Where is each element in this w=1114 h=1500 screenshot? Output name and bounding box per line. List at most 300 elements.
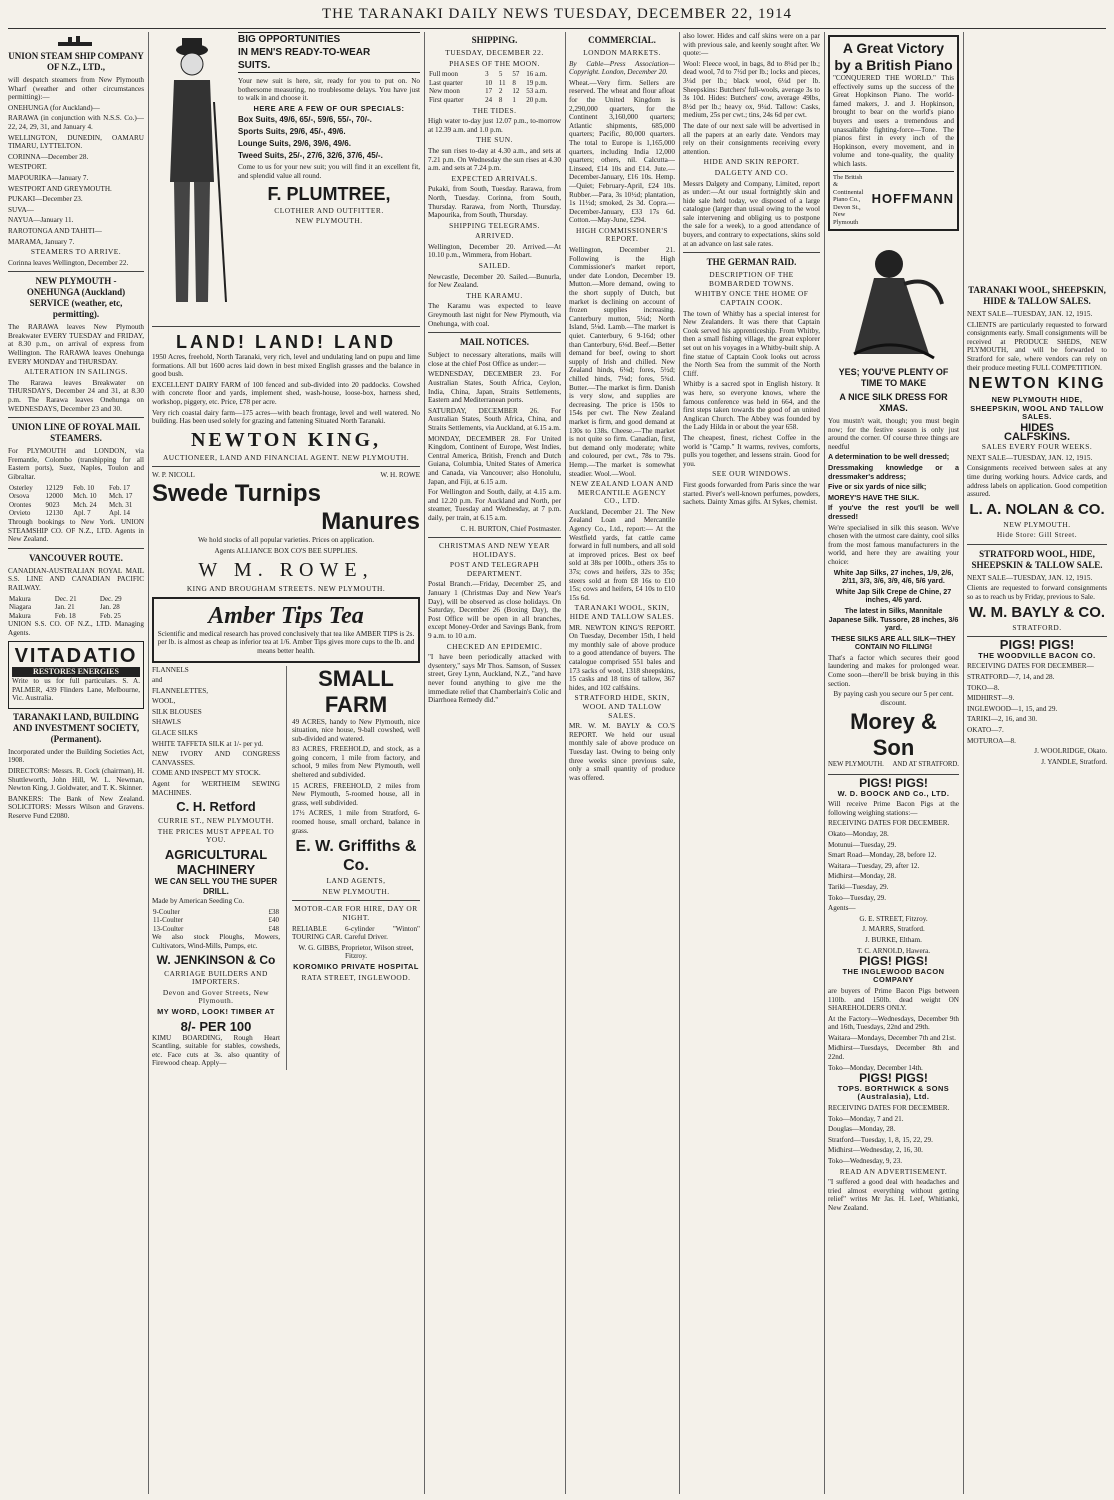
silk-line: If you've the rest you'll be well dressed! (828, 503, 959, 521)
table-cell: Niagara (9, 603, 32, 612)
boock-name: W. D. BOOCK AND Co., LTD. (837, 788, 950, 798)
shipping-date: TUESDAY, DECEMBER 22. (445, 48, 544, 57)
timber-price: 8/- PER 100 (180, 1018, 252, 1034)
ag-stock: We also stock Ploughs, Mowers, Cultivators, Wind-Mills, Pumps, etc. (152, 933, 280, 950)
table-cell: £38 (268, 907, 279, 916)
postdept-body: Postal Branch.—Friday, December 25, and January 1 (Christmas Day and New Year's Day), will be observed as close holidays. On Saturday, December 26 (Boxing Day), the Post Office will be open in all branches, except Money-Order and Savings Bank, from 9 a.m. to 10 a.m. (428, 580, 561, 641)
masthead-title: THE TARANAKI DAILY NEWS TUESDAY, DECEMBER 22, 1914 (322, 6, 792, 22)
vancouver-table (8, 595, 144, 621)
table-cell: 9023 (45, 500, 60, 509)
commissioner-body: Wellington, December 21. Following is the High Commissioner's market report, under date London, December 19. Mutton.—More demand, owing to the short supply of Dutch, but market is declining on account of frozen supplies increasing. Canterbury mutton, 5¼d; North Island, 5⅛d. Lamb.—The market is quiet. Canterbury, 6 9-16d; other than Canterbury, 6⅛d. Beef.—Better demand for beef, owing to short supply of Irish and chilled. New Zealand hinds, 6⅛d; fores, 5½d; chilled hinds, 7⅛d; fores, 5¾d. Butter.—The market is firm. Danish is very slow, and supplies are decreasing. The price is 150s to 154s per cwt. The New Zealand market is firm, and good demand at 130s to 138s. Cheese.—The market is not quite so firm. Canadian, first, but demand only moderate; white and coloured, per cwt., 78s to 79s. Hemp.—The market is somewhat steadier. Wool.—Wool. (569, 246, 675, 478)
table-cell: £48 (268, 924, 279, 933)
column-produce-sales (967, 32, 1107, 1494)
arrived-heading: ARRIVED. (475, 231, 514, 241)
inglewood-date: Midhirst—Tuesdays, December 8th and 22nd. (828, 1044, 959, 1062)
table-row (8, 492, 144, 501)
agricultural-heading: AGRICULTURAL MACHINERY (164, 847, 268, 877)
retford-agent: Agent for WERTHEIM SEWING MACHINES. (152, 780, 280, 797)
silk-body: You mustn't wait, though; you must begin now; for the festive season is only just around the corner. Of course three things are needful (828, 417, 959, 451)
boock-date: Midhirst—Monday, 28. (828, 872, 897, 881)
royal-mail-heading: UNION LINE OF ROYAL MAIL STEAMERS. (11, 422, 141, 444)
german-raid-heading: THE GERMAN RAID. (706, 257, 797, 268)
super-drill-maker: Made by American Seeding Co. (152, 897, 245, 905)
epidemic-body: "I have been periodically attacked with dysentery," says Mr Thos. Samson, of Sussex street, Grey Lynn, Auckland, N.Z., "and have never found anything to give me the immediate relief that Chamberlain's Colic and Diarrhoea Remedy did." (428, 653, 561, 705)
mail-item: For Wellington and South, daily, at 4.15 a.m. and 12.20 p.m. For Auckland and North, per steamer, Tuesday and Wednesday, at 7 p.m. daily, per train, at 6.15 a.m. (428, 488, 561, 522)
divider (967, 544, 1107, 545)
union-line: SUVA— (8, 205, 34, 214)
commercial-heading: COMMERCIAL. (588, 35, 656, 45)
timber-heading: MY WORD, LOOK! TIMBER AT (157, 1006, 275, 1016)
table-cell: 13-Coulter (153, 924, 184, 933)
pigs-heading: PIGS! PIGS! (859, 776, 928, 791)
advertisement-heading: READ AN ADVERTISEMENT. (839, 1166, 948, 1176)
piano-ad (828, 35, 959, 231)
loan-body: Auckland, December 21. The New Zealand Loan and Mercantile Agency Co., Ltd., report:— At the Westfield yards, fat cattle came forward in full numbers, and all sold at improved prices. Best ox beef sold at 38s per 100lb., others 35s to 37s; cows and heifers, 32s to 35s; steers sold at from £8 16s to £10 15s; cows and heifers, £4 10s to £10 15s 6d. (569, 507, 675, 602)
table-cell: New moon (429, 87, 460, 96)
plumtree-item: Box Suits, 49/6, 65/-, 59/6, 55/-, 70/-. (238, 115, 372, 125)
woodville-date: INGLEWOOD—1, 15, and 29. (967, 704, 1058, 713)
union-line: Corinna leaves Wellington, December 22. (8, 258, 129, 267)
union-line: RAROTONGA AND TAHITI— (8, 226, 102, 235)
borthwick-date: Midhirst—Wednesday, 2, 16, 30. (828, 1146, 923, 1155)
jenkinson-trade: CARRIAGE BUILDERS AND IMPORTERS. (164, 968, 268, 987)
advertisement-body: "I suffered a good deal with headaches and tried almost everything without getting relief" writes Mr Jas. H. Leef, Whitianki, New Zealand. (828, 1178, 959, 1212)
flannels-item: WOOL, (152, 697, 176, 706)
commissioner-heading: HIGH COMMISSIONER'S REPORT. (576, 225, 668, 244)
plumtree-name: F. PLUMTREE, (267, 183, 391, 204)
retford-address: CURRIE ST., NEW PLYMOUTH. (158, 816, 274, 826)
table-row (152, 925, 280, 934)
retford-name: C. H. Retford (176, 799, 256, 815)
silk-price: The latest in Silks, Mannitale Japanese Silk. Tussore, 28 inches, 3/6 yard. (828, 605, 959, 633)
borthwick-date: Douglas—Monday, 28. (828, 1125, 896, 1134)
small-farm-heading: SMALL FARM (318, 665, 394, 717)
swede-ad-right: W. H. ROWE (380, 471, 420, 480)
union-line: CORINNA—December 28. (8, 152, 89, 161)
morey-locations (828, 761, 959, 770)
taranaki-wool-heading: TARANAKI WOOL, SKIN, HIDE AND TALLOW SALES. (569, 603, 675, 621)
lady-illustration (834, 234, 954, 364)
steamship-icon (56, 34, 96, 48)
flannels-item: SHAWLS (152, 718, 181, 727)
king-next-sale: NEXT SALE—TUESDAY, JAN. 12, 1915. (967, 453, 1093, 462)
plumtree-specials: HERE ARE A FEW OF OUR SPECIALS: (253, 103, 405, 113)
plumtree-headline (238, 32, 420, 73)
column-rule (963, 32, 964, 1494)
hospital-name: KOROMIKO PRIVATE HOSPITAL (293, 961, 419, 971)
silk-headline: A NICE SILK DRESS FOR XMAS. (839, 392, 948, 414)
windows-body: First goods forwarded from Paris since the war started. Piver's well-known perfumes, powders, sachets. Dainty Xmas gifts. At Sykes, chemist. (683, 480, 820, 507)
london-body: Wheat.—Very firm. Sellers are reserved. The wheat and flour afloat for the United Kingdom is 2,290,000 quarters, for the Continent 3,160,000 quarters; Atlantic shipments, 685,000 quarters; Pacific, 80,000 quarters. The total to Europe is 1,165,000 quarters, including India 12,000 quarters; others, nil. Calcutta—Linseed, £14 10s and £14. Jute.—December-January, £16 10s. Hemp.—Quiet; February-April, £24 10s. Rubber.—Para, 3s 10½d; plantation, 1s 11½d; smoked, 2s 3d. Copra.—December-January, £33 17s 6d. Cotton.—May-June, £294. (569, 78, 675, 225)
column-display-ads (152, 32, 420, 1494)
divider (292, 900, 420, 901)
table-cell: 10 (485, 78, 493, 87)
table-cell: Orsova (9, 492, 30, 501)
flannels-item: SILK BLOUSES (152, 707, 202, 716)
sun-body: The sun rises to-day at 4.30 a.m., and sets at 7.21 p.m. On Wednesday the sun rises at 4.30 a.m. and sets at 7.24 p.m. (428, 146, 561, 173)
boock-date: Smart Road—Monday, 28, before 12. (828, 851, 937, 860)
inglewood-date: Toko—Monday, December 14th. (828, 1063, 923, 1072)
union-line: RARAWA (in conjunction with N.S.S. Co.)—22, 24, 29, 31, and January 4. (8, 114, 144, 131)
jenkinson-address: Devon and Gover Streets, New Plymouth. (162, 987, 270, 1006)
bayly-town: STRATFORD. (1012, 622, 1062, 632)
table-cell: 12 (512, 87, 520, 96)
hides-next-sale: The date of our next sale will be advertised in all the papers at an early date. Vendors may rely on their consignments receiving every attention. (683, 121, 820, 156)
table-row (152, 908, 280, 917)
table-cell: Last quarter (429, 78, 463, 87)
table-cell: 20 p.m. (526, 95, 548, 104)
woodville-pigs-heading: PIGS! PIGS! (999, 637, 1075, 653)
stratford-sale-body: Clients are requested to forward consignments so as to reach us by Friday, previous to Sale. (967, 584, 1107, 602)
plumtree-item: Lounge Suits, 29/6, 39/6, 49/6. (238, 139, 351, 149)
morey-location: NEW PLYMOUTH. (828, 761, 884, 769)
boock-date: Motunui—Tuesday, 29. (828, 840, 897, 849)
hoffmann-dealer: The British & Continental Piano Co., Devon St., New Plymouth (833, 173, 864, 226)
table-cell: Apl. 14 (109, 509, 131, 518)
vancouver-heading: VANCOUVER ROUTE. (29, 552, 123, 563)
borthwick-name: TOPS. BORTHWICK & SONS (Australasia), Ltd. (837, 1083, 950, 1102)
table-cell: 19 p.m. (526, 78, 548, 87)
table-cell: Jan. 21 (54, 603, 75, 612)
flannels-item: and (152, 676, 163, 685)
union-line: MARAMA, January 7. (8, 237, 75, 246)
column-hides-and-raid (683, 32, 820, 1494)
royal-mail-table (8, 484, 144, 518)
boock-agent: T. C. ARNOLD, Hawera. (856, 946, 931, 955)
piano-body: "CONQUERED THE WORLD." This effectively sums up the success of the Great Hopkinson Piano. The world-famed makers, J. and J. Hopkinson, brought to bear on the world's piano buyers and users a tremendous and unassailable fighting-force—Tone. The pianos first in every inch of the Hopkinson, every movement, and in volume and tone-quality, the quality which lasts. (833, 74, 954, 168)
divider (152, 466, 420, 467)
mail-heading: MAIL NOTICES. (459, 337, 530, 348)
table-cell: 57 (512, 70, 520, 79)
flannels-item: NEW IVORY AND CONGRESS CANVASSES. (152, 750, 280, 767)
woodville-date: RECEIVING DATES FOR DECEMBER— (967, 662, 1094, 671)
amber-tips-title: Amber Tips Tea (208, 602, 364, 629)
plumtree-ad (152, 32, 420, 322)
table-cell: Jan. 28 (99, 603, 120, 612)
small-farm-ad (286, 666, 420, 1070)
flannels-item: FLANNELS (152, 665, 189, 674)
inglewood-body: are buyers of Prime Bacon Pigs between 110lb. and 150lb. dead weight ON SHAREHOLDERS ONLY. (828, 986, 959, 1013)
inglewood-date: At the Factory—Wednesdays, December 9th and 16th, Tuesdays, 22nd and 29th. (828, 1014, 959, 1032)
table-row (152, 916, 280, 925)
building-body: Incorporated under the Building Societies Act, 1908. (8, 747, 144, 765)
column-rule (565, 32, 566, 1494)
calfskins-label: CALFSKINS. (1004, 430, 1070, 443)
nolan-address: Hide Store: Gill Street. (996, 530, 1078, 540)
vancouver-body: CANADIAN-AUSTRALIAN ROYAL MAIL S.S. LINE AND CANADIAN PACIFIC RAILWAY. (8, 566, 144, 592)
boock-date: Toko—Tuesday, 29. (828, 893, 887, 902)
boock-date: Okato—Monday, 28. (828, 830, 889, 838)
gentleman-illustration (152, 32, 232, 322)
silk-price: White Jap Silk Crepe de Chine, 27 inches, 4/6 yard. (835, 586, 952, 605)
union-line: NAYUA—January 11. (8, 216, 74, 225)
motor-heading: MOTOR-CAR FOR HIRE, DAY OR NIGHT. (294, 904, 418, 922)
divider (428, 537, 561, 538)
table-cell: 53 a.m. (526, 87, 548, 96)
hide-report-heading: HIDE AND SKIN REPORT. (703, 157, 800, 167)
borthwick-date: Stratford—Tuesday, 1, 8, 15, 22, 29. (828, 1135, 933, 1144)
karamu-heading: THE KARAMU. (466, 290, 523, 300)
table-cell: 12129 (45, 483, 63, 492)
silk-line: Five or six yards of nice silk; (828, 482, 927, 492)
piano-headline: A Great Victory by a British Piano (834, 40, 953, 73)
union-line: MAPOURIKA—January 7. (8, 173, 89, 182)
stratford-sale-heading: STRATFORD WOOL, HIDE, SHEEPSKIN & TALLOW SALE. (971, 548, 1103, 570)
bombarded-towns-heading: DESCRIPTION OF THE BOMBARDED TOWNS. (709, 270, 794, 288)
nolan-name: L. A. NOLAN & CO. (969, 500, 1105, 518)
holidays-heading: CHRISTMAS AND NEW YEAR HOLIDAYS. (439, 541, 550, 559)
silk-price: THESE SILKS ARE ALL SILK—THEY CONTAIN NO FILLING! (831, 633, 956, 652)
table-cell: Feb. 10 (73, 483, 95, 492)
boock-date: Waitara—Tuesday, 29, after 12. (828, 861, 920, 870)
table-cell: Makura (9, 594, 31, 603)
pigs-heading: PIGS! PIGS! (859, 1071, 928, 1086)
flannels-item: WHITE TAFFETA SILK at 1/- per yd. (152, 739, 264, 748)
morey-name: Morey & Son (850, 709, 937, 761)
table-cell: Mch. 10 (73, 492, 97, 501)
stratford-next-sale: NEXT SALE—TUESDAY, JAN. 12, 1915. (967, 573, 1093, 582)
arrivals-body: Pukaki, from South, Tuesday. Rarawa, from North, Tuesday. Corinna, from South, Thursday. Rarawa, from North, Thursday. Mapourika, from South, Thursday. (428, 185, 561, 220)
plumtree-town: NEW PLYMOUTH. (295, 216, 363, 226)
table-cell: 16 a.m. (526, 70, 548, 79)
plumtree-headline-line: BIG OPPORTUNITIES (238, 34, 341, 45)
building-directors: DIRECTORS: Messrs. R. Cock (chairman), H. Shuttleworth, John Hill, W. L. Newman, Newton King, J. Goldwater, and T. K. Skinner. (8, 767, 144, 793)
alteration-heading: ALTERATION IN SAILINGS. (24, 367, 128, 377)
woodville-date: STRATFORD—7, 14, and 28. (967, 673, 1055, 682)
table-cell: 11 (498, 78, 506, 87)
table-cell: 2 (498, 87, 503, 96)
union-line: WELLINGTON, DUNEDIN, OAMARU TIMARU, LYTTELTON. (8, 133, 144, 151)
vitadatio-banner: RESTORES ENERGIES (12, 667, 140, 678)
flannels-item: FLANNELETTES, (152, 686, 209, 695)
table-row (8, 484, 144, 493)
table-cell: 24 (485, 95, 493, 104)
loan-heading: NEW ZEALAND LOAN AND MERCANTILE AGENCY CO., LTD. (570, 479, 674, 506)
union-line: WESTPORT AND GREYMOUTH. (8, 184, 112, 193)
flannels-item: GLACE SILKS (152, 729, 198, 738)
manures-body: We hold stocks of all popular varieties. Prices on application. (197, 535, 375, 544)
griffiths-town: NEW PLYMOUTH. (322, 886, 390, 896)
union-line: PUKAKI—December 23. (8, 195, 83, 204)
boock-agent: J. MARRS, Stratford. (862, 925, 925, 934)
jenkinson-name: W. JENKINSON & Co (156, 952, 276, 967)
table-cell: 5 (498, 70, 503, 79)
super-drill-prices (152, 908, 280, 934)
woodville-date: TOKO—8. (967, 683, 1000, 692)
table-row (428, 96, 561, 105)
dalgety-heading: DALGETY AND CO. (714, 167, 789, 177)
boock-agent: J. BURKE, Eltham. (865, 935, 922, 944)
every-four-weeks: SALES EVERY FOUR WEEKS. (981, 442, 1093, 452)
hospital-address: RATA STREET, INGLEWOOD. (301, 972, 411, 982)
table-row (428, 79, 561, 88)
plumtree-body: Your new suit is here, sir, ready for you to put on. No bothersome measuring, no troublesome delays. You have just to walk in and choose it. (238, 77, 420, 103)
super-drill-heading: WE CAN SELL YOU THE SUPER DRILL. (154, 877, 278, 896)
tides-body: High water to-day just 12.07 p.m., to-morrow at 12.39 a.m. and 1.0 p.m. (428, 117, 561, 134)
plumtree-invite: Come to us for your new suit; you will find it an excellent fit, and splendid value all round. (238, 163, 420, 180)
newton-king-trade: AUCTIONEER, LAND AND FINANCIAL AGENT. NEW PLYMOUTH. (162, 452, 410, 462)
king-sub: NEW PLYMOUTH HIDE, SHEEPSKIN, WOOL AND TALLOW SALES. (970, 395, 1104, 422)
vancouver-tail: UNION S.S. CO. OF N.Z., LTD. Managing Agents. (8, 620, 144, 637)
table-cell: Orontes (9, 500, 32, 509)
silk-tail: That's a factor which secures their good laundering and makes for prolonged wear. Come soon—there'll be brisk buying in this section. (828, 653, 959, 688)
discount-line: By paying cash you secure our 5 per cent. discount. (833, 690, 954, 707)
arrivals-heading: EXPECTED ARRIVALS. (451, 173, 538, 183)
table-row (428, 87, 561, 96)
telegrams-heading: SHIPPING TELEGRAMS. (449, 220, 540, 230)
borthwick-date: Toko—Monday, 7 and 21. (828, 1114, 904, 1123)
building-bankers: BANKERS: The Bank of New Zealand. SOLICITORS: Messrs Wilson and Gravens. Reserve Fund £2080. (8, 794, 144, 821)
table-cell: Osterley (9, 483, 33, 492)
table-cell: 1 (512, 95, 516, 104)
woodville-name: THE WOODVILLE BACON CO. (978, 650, 1096, 660)
arrived-body: Wellington, December 20. Arrived.—At 10.10 p.m., Wimmera, from Hobart. (428, 242, 561, 260)
woolridge-signature: J. WOOLRIDGE, Okato. (1034, 747, 1107, 756)
lower-ads-row (152, 666, 420, 1070)
woodville-date: OKATO—7. (967, 726, 1004, 734)
retford-ad (152, 666, 280, 1070)
postmaster-signature: C. H. BURTON, Chief Postmaster. (460, 524, 561, 533)
table-cell: 9-Coulter (153, 907, 180, 916)
epidemic-heading: CHECKED AN EPIDEMIC. (446, 641, 543, 651)
vitadatio-body: Write to us for full particulars. S. A. PALMER, 439 Flinders Lane, Melbourne, Vic. Australia. (12, 677, 140, 703)
table-cell: 17 (485, 87, 493, 96)
hides-intro: also lower. Hides and calf skins were on a par with previous sale, and keenly sought after. We quote:— (683, 32, 820, 58)
onehunga-body: The RARAWA leaves New Plymouth Breakwater EVERY TUESDAY and FRIDAY, at 8.30 p.m., on arrival of express from Wellington. The RARAWA leaves Onehunga EVERY MONDAY and THURSDAY. (8, 323, 144, 366)
london-byline: By Cable—Press Association—Copyright. London, December 20. (569, 59, 675, 77)
mail-body: Subject to necessary alterations, mails will close at the chief Post Office as under:— (428, 351, 561, 368)
building-heading: TARANAKI LAND, BUILDING AND INVESTMENT SOCIETY, (Permanent). (12, 711, 140, 744)
alteration-body: The Rarawa leaves Breakwater on THURSDAYS, December 24 and 31, at 8.30 p.m. The Rarawa leaves Onehunga on WEDNESDAYS, December 23 and 30. (8, 378, 144, 413)
mail-item: SATURDAY, DECEMBER 26. For Australian States, South Africa, China, and Straits Settlements, via Auckland, at 6.15 a.m. (428, 406, 561, 432)
column-shipping-news (428, 32, 561, 1494)
vitadatio-ad (8, 641, 144, 709)
newton-king-name: NEWTON KING, (190, 428, 382, 451)
amber-tips-body: Scientific and medical research has proved conclusively that tea like AMBER TIPS is 2s. per lb. is almost as cheap as inferior tea at 1/6. Amber Tips gives more cups to the lb. and means better health. (157, 629, 415, 655)
column-rule (424, 32, 425, 1494)
postdept-heading: POST AND TELEGRAPH DEPARTMENT. (449, 560, 540, 578)
table-row (8, 509, 144, 518)
royal-mail-tail: Through bookings to New York. UNION STEAMSHIP CO. OF N.Z., LTD. Agents in New Zealand. (8, 517, 144, 544)
plumtree-trade: CLOTHIER AND OUTFITTER. (274, 205, 384, 215)
table-cell: Mch. 24 (73, 500, 97, 509)
mail-item: MONDAY, DECEMBER 28. For United Kingdom, Continent of Europe, West Indies, Central America, British, French and Dutch Guiana, Columbia, United States of America and Canada, via Vancouver; also Honolulu, Japan, and Fiji, at 6.15 a.m. (428, 434, 561, 486)
onehunga-heading: NEW PLYMOUTH - ONEHUNGA (Auckland) SERVICE (weather, etc, permitting). (26, 276, 126, 320)
silk-headline: YES; YOU'VE PLENTY OF TIME TO MAKE (838, 367, 949, 389)
motor-body: RELIABLE 6-cylinder "Winton" TOURING CAR. Careful Driver. (292, 924, 420, 942)
silk-line: Dressmaking knowledge or a dressmaker's address; (828, 463, 959, 481)
sailed-heading: SAILED. (478, 261, 511, 271)
boock-agent: G. E. STREET, Fitzroy. (859, 914, 928, 923)
shipping-heading: SHIPPING. (471, 35, 518, 45)
boock-date: RECEIVING DATES FOR DECEMBER. (828, 819, 950, 828)
hoffmann-bar (833, 171, 954, 227)
plumtree-item: Sports Suits, 29/6, 45/-, 49/6. (238, 127, 346, 137)
flannels-item: COME AND INSPECT MY STOCK. (152, 769, 261, 778)
table-cell: Feb. 17 (109, 483, 131, 492)
table-cell: £40 (268, 916, 279, 925)
silk-spec: We're specialised in silk this season. We've chosen with the utmost care dainty, cool silks from the most famous manufacturers in the world, and here they are awaiting your choice: (828, 523, 959, 566)
column-shipping-ads (8, 32, 144, 1494)
table-row (8, 501, 144, 510)
timber-body: KIMU BOARDING, Rough Heart Scantling, suitable for stables, cowsheds, etc. Face cuts at 3s. also quantity of Firewood cheap. Apply— (152, 1033, 280, 1068)
plumtree-headline-line: SUITS. (238, 60, 271, 71)
swede-ad-header (152, 471, 420, 480)
manures-heading: Manures (321, 507, 420, 535)
table-cell: First quarter (429, 95, 464, 104)
borthwick-date: Toko—Wednesday, 9, 23. (828, 1157, 903, 1165)
farm-item: 17½ ACRES, 1 mile from Stratford, 6-roomed house, small orchard, balance in grass. (292, 809, 420, 835)
table-cell: 8 (498, 95, 503, 104)
divider (428, 332, 561, 333)
table-cell: Apl. 7 (73, 509, 91, 518)
silk-price: White Jap Silks, 27 inches, 1/9, 2/6, 2/11, 3/3, 3/6, 3/9, 4/6, 5/6 yard. (833, 567, 954, 586)
sheepskin-heading: TARANAKI WOOL, SHEEPSKIN, HIDE & TALLOW SALES. (968, 285, 1106, 306)
table-row (8, 595, 144, 604)
silk-line: A determination to be well dressed; (828, 452, 950, 462)
land-body-coastal: Very rich coastal dairy farm—175 acres—with beach frontage, level and well watered. No building. Has been used solely for grazing and fattening Situated North Taranaki. (152, 408, 420, 426)
column-rule (824, 32, 825, 1494)
vitadatio-title: VITADATIO (14, 644, 138, 667)
table-cell: Orvieto (9, 509, 31, 518)
table-cell: 12130 (45, 509, 63, 518)
tides-heading: THE TIDES. (472, 105, 517, 115)
divider (828, 774, 959, 775)
masthead-rule (8, 28, 1106, 29)
divider (152, 326, 420, 327)
boock-agent: Agents— (828, 904, 856, 913)
union-line: STEAMERS TO ARRIVE. (30, 247, 122, 257)
london-heading: LONDON MARKETS. (583, 48, 661, 57)
borthwick-date: RECEIVING DATES FOR DECEMBER. (828, 1104, 950, 1113)
table-cell: 11-Coulter (153, 916, 184, 925)
column-rule (148, 32, 149, 1494)
plumtree-headline-line: IN MEN'S READY-TO-WEAR (238, 47, 371, 58)
griffiths-trade: LAND AGENTS, (326, 876, 386, 886)
table-cell: 8 (512, 78, 516, 87)
silk-line: MOREY'S HAVE THE SILK. (828, 492, 920, 502)
plumtree-item: Tweed Suits, 25/-, 27/6, 32/6, 37/6, 45/-. (238, 151, 383, 161)
nolan-town: NEW PLYMOUTH. (1003, 519, 1071, 529)
mail-item: WEDNESDAY, DECEMBER 23. For Australian States, South Africa, Ceylon, India, China, Japan, Straits Settlements, Eastern and Mediterranean ports. (428, 370, 561, 405)
woodville-date: MIDHIRST—9. (967, 694, 1015, 703)
sun-heading: THE SUN. (476, 135, 513, 145)
morey-location: AND AT STRATFORD. (892, 761, 959, 769)
rowe-address: KING AND BROUGHAM STREETS. NEW PLYMOUTH. (186, 584, 386, 594)
whitby-heading: WHITBY ONCE THE HOME OF CAPTAIN COOK. (694, 289, 809, 308)
inglewood-name: THE INGLEWOOD BACON COMPANY (842, 966, 945, 985)
union-body: will despatch steamers from New Plymouth Wharf (weather and other circumstances permitting):— (8, 76, 144, 102)
swede-ad-left: W. P. NICOLL (152, 471, 195, 480)
boock-date: Tariki—Tuesday, 29. (828, 882, 889, 891)
table-cell: Dec. 29 (99, 594, 122, 603)
table-row (8, 603, 144, 612)
retford-tag: THE PRICES MUST APPEAL TO YOU. (157, 826, 275, 845)
table-cell: Dec. 21 (54, 594, 77, 603)
yandle-signature: J. YANDLE, Stratford. (1041, 757, 1107, 766)
table-cell: 12000 (45, 492, 63, 501)
table-cell: Mch. 31 (109, 500, 133, 509)
divider (8, 417, 144, 418)
moon-heading: PHASES OF THE MOON. (449, 58, 540, 68)
table-cell: Feb. 18 (54, 611, 76, 620)
sheepskin-next-sale: NEXT SALE—TUESDAY, JAN. 12, 1915. (967, 310, 1093, 318)
karamu-body: The Karamu was expected to leave Greymouth last night for New Plymouth, via Onehunga, with coal. (428, 302, 561, 328)
woodville-date: MOTUROA—8. (967, 736, 1016, 745)
column-rule (679, 32, 680, 1494)
moon-table (428, 70, 561, 104)
farm-item: 49 ACRES, handy to New Plymouth, nice situation, nice house, 9-ball cowshed, well sub-divided and watered. (292, 717, 420, 743)
